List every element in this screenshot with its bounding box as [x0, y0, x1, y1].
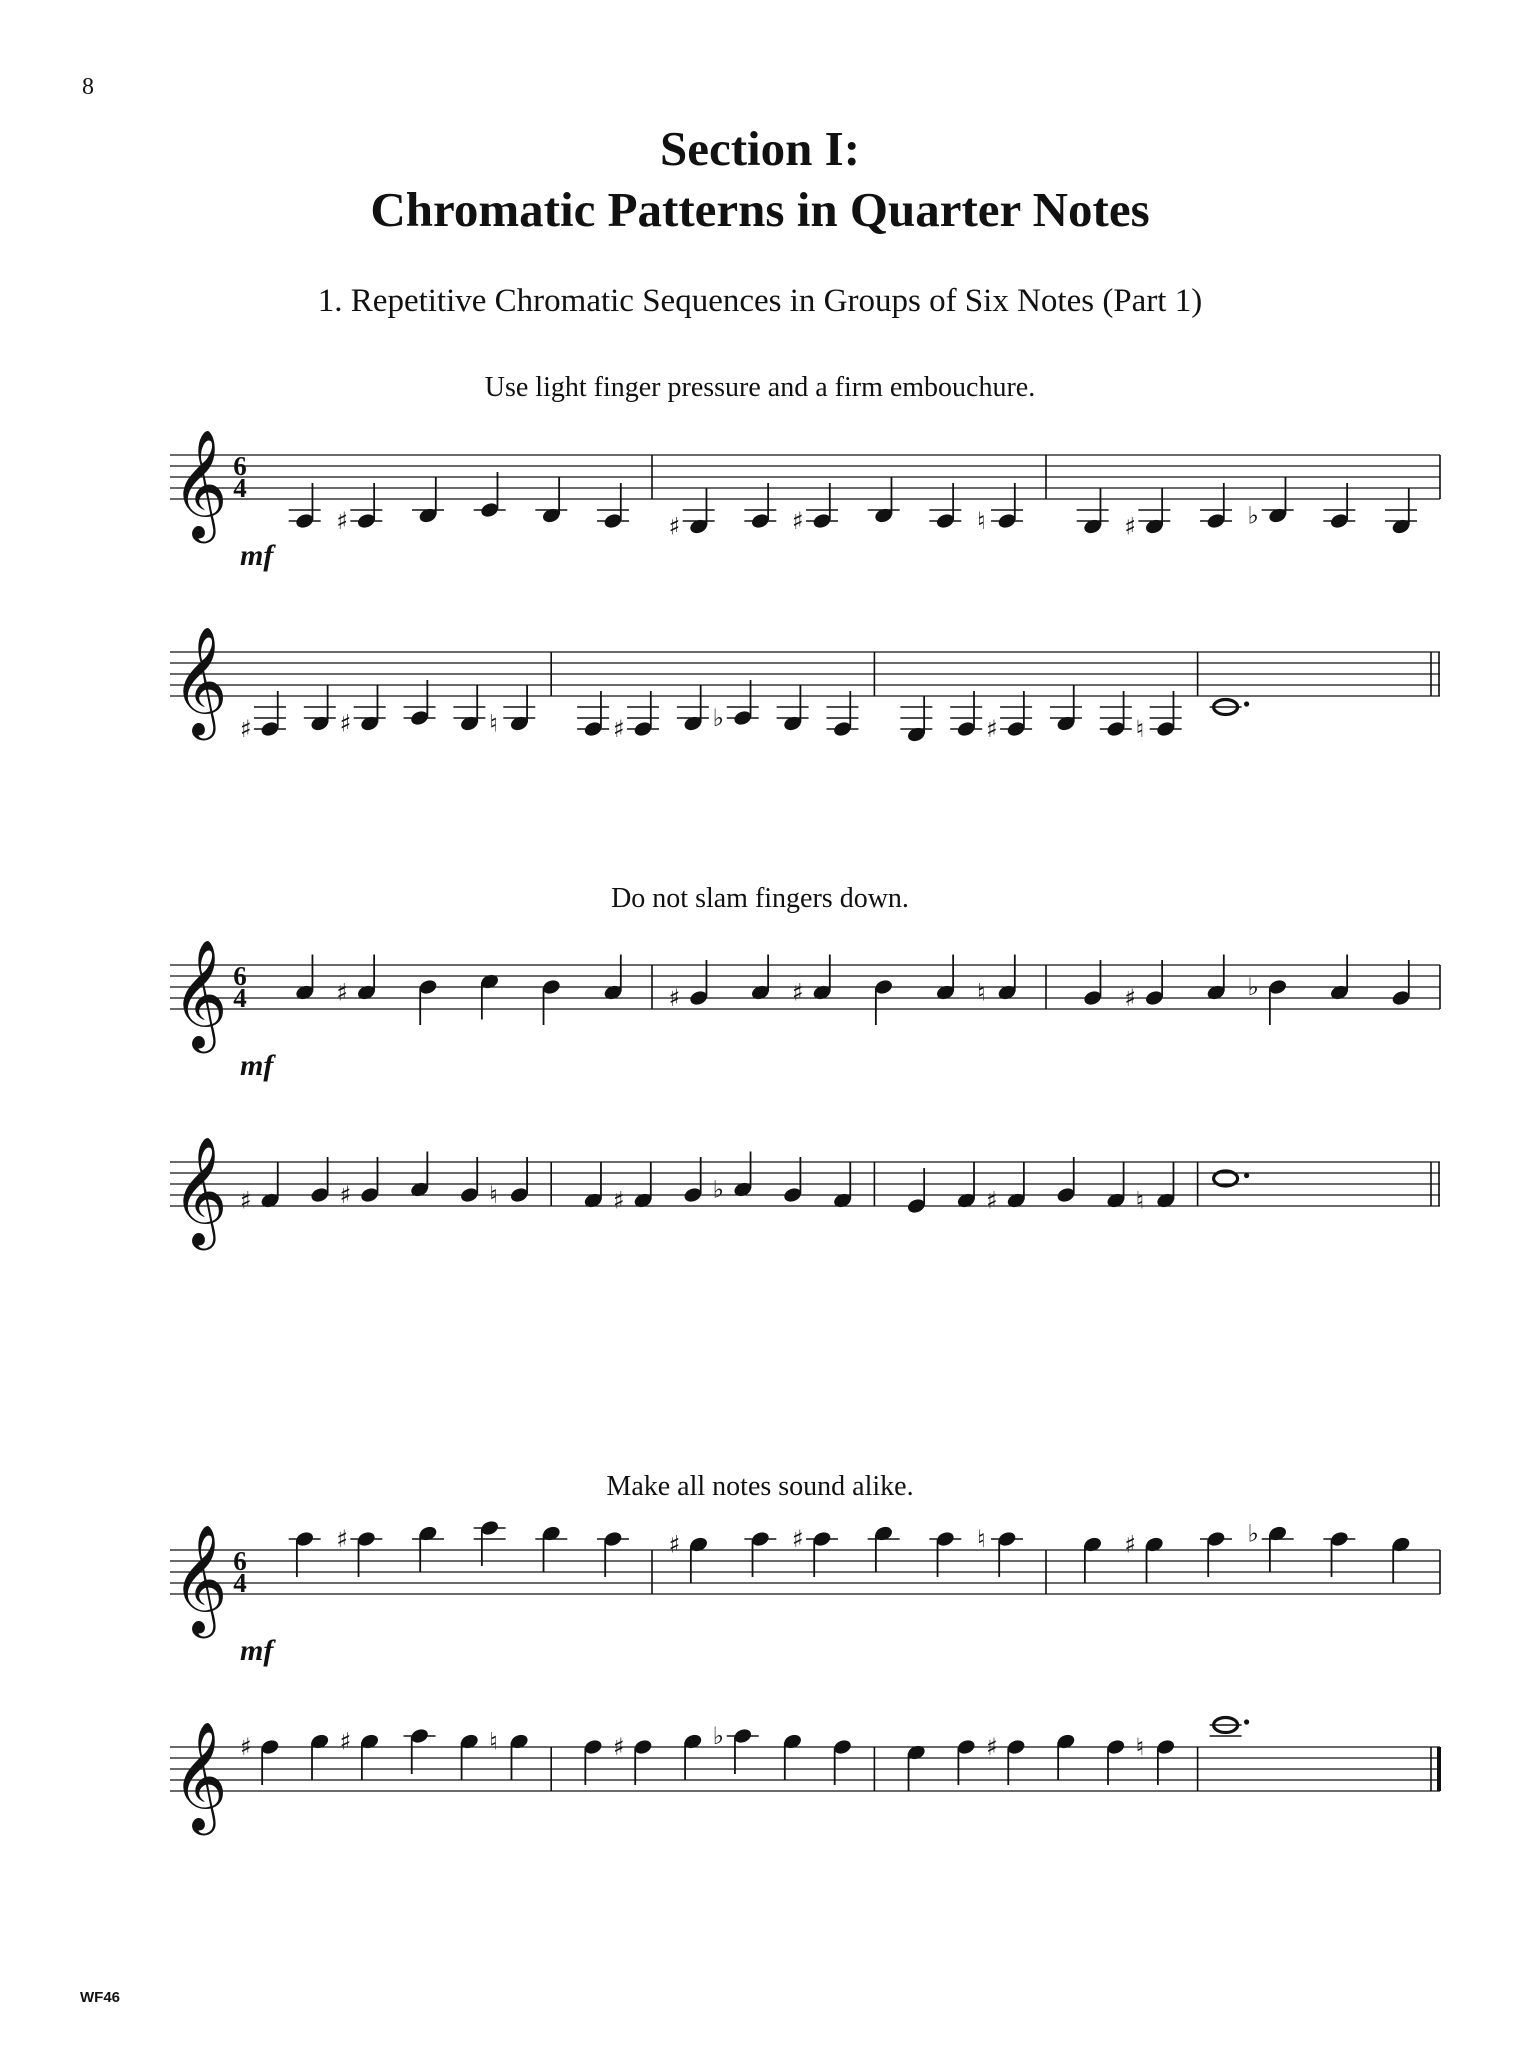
- exercise-2-instruction: Do not slam fingers down.: [611, 883, 909, 914]
- flat-icon: ♭: [712, 1175, 725, 1204]
- footer-code: WF46: [80, 1989, 121, 2006]
- sharp-icon: ♯: [336, 507, 348, 535]
- sharp-icon: ♯: [613, 1733, 625, 1761]
- natural-icon: ♮: [489, 1181, 498, 1209]
- sharp-icon: ♯: [239, 1733, 252, 1761]
- sharp-icon: ♯: [792, 507, 804, 535]
- sharp-icon: ♯: [668, 512, 681, 541]
- treble-clef-icon: 𝄞: [172, 627, 228, 736]
- natural-icon: ♮: [489, 709, 498, 738]
- time-signature-numerator: 6: [233, 961, 247, 991]
- page-number: 8: [82, 74, 94, 100]
- sharp-icon: ♯: [336, 978, 348, 1007]
- sharp-icon: ♯: [339, 709, 352, 738]
- sharp-icon: ♯: [339, 1727, 352, 1756]
- time-signature-denominator: 4: [233, 1568, 247, 1598]
- sharp-icon: ♯: [339, 1181, 352, 1209]
- treble-clef-icon: 𝄞: [172, 430, 228, 539]
- treble-clef-icon: 𝄞: [172, 940, 228, 1049]
- sharp-icon: ♯: [239, 715, 252, 743]
- treble-clef-icon: 𝄞: [172, 1722, 228, 1831]
- exercise-title: 1. Repetitive Chromatic Sequences in Groups of Six Notes (Part 1): [317, 283, 1203, 319]
- flat-icon: ♭: [1247, 501, 1259, 530]
- exercise-3-instruction: Make all notes sound alike.: [606, 1471, 914, 1502]
- sharp-icon: ♯: [1124, 1530, 1136, 1559]
- natural-icon: ♮: [1135, 1733, 1145, 1761]
- sharp-icon: ♯: [336, 1525, 348, 1553]
- flat-icon: ♭: [1247, 973, 1259, 1001]
- time-signature-denominator: 4: [233, 473, 247, 503]
- augmentation-dot: [1244, 701, 1249, 706]
- time-signature-numerator: 6: [233, 1546, 247, 1576]
- sharp-icon: ♯: [792, 1525, 804, 1553]
- natural-icon: ♮: [1135, 715, 1145, 743]
- flat-icon: ♭: [1247, 1519, 1259, 1548]
- natural-icon: ♮: [977, 1525, 986, 1553]
- sharp-icon: ♯: [668, 1530, 681, 1559]
- dynamic-marking: mf: [240, 1049, 274, 1082]
- sharp-icon: ♯: [986, 1733, 998, 1761]
- sharp-icon: ♯: [792, 978, 804, 1007]
- augmentation-dot: [1244, 1719, 1249, 1724]
- natural-icon: ♮: [1135, 1186, 1145, 1215]
- sharp-icon: ♯: [613, 715, 625, 743]
- time-signature-denominator: 4: [233, 983, 247, 1013]
- sharp-icon: ♯: [613, 1186, 625, 1215]
- treble-clef-icon: 𝄞: [172, 1137, 228, 1246]
- sharp-icon: ♯: [986, 715, 998, 743]
- augmentation-dot: [1244, 1173, 1249, 1178]
- dynamic-marking: mf: [240, 539, 274, 572]
- sharp-icon: ♯: [239, 1186, 252, 1215]
- natural-icon: ♮: [489, 1727, 498, 1756]
- time-signature-numerator: 6: [233, 451, 247, 481]
- treble-clef-icon: 𝄞: [172, 1525, 228, 1634]
- sharp-icon: ♯: [986, 1186, 998, 1215]
- dynamic-marking: mf: [240, 1634, 274, 1667]
- flat-icon: ♭: [712, 1722, 725, 1750]
- section-subtitle: Chromatic Patterns in Quarter Notes: [370, 182, 1150, 237]
- exercise-1-instruction: Use light finger pressure and a firm embouchure.: [484, 372, 1036, 403]
- section-title: Section I:: [659, 121, 861, 176]
- sharp-icon: ♯: [1124, 512, 1136, 541]
- sharp-icon: ♯: [668, 984, 681, 1012]
- sharp-icon: ♯: [1124, 984, 1136, 1012]
- flat-icon: ♭: [712, 704, 725, 732]
- natural-icon: ♮: [977, 507, 986, 535]
- natural-icon: ♮: [977, 978, 986, 1007]
